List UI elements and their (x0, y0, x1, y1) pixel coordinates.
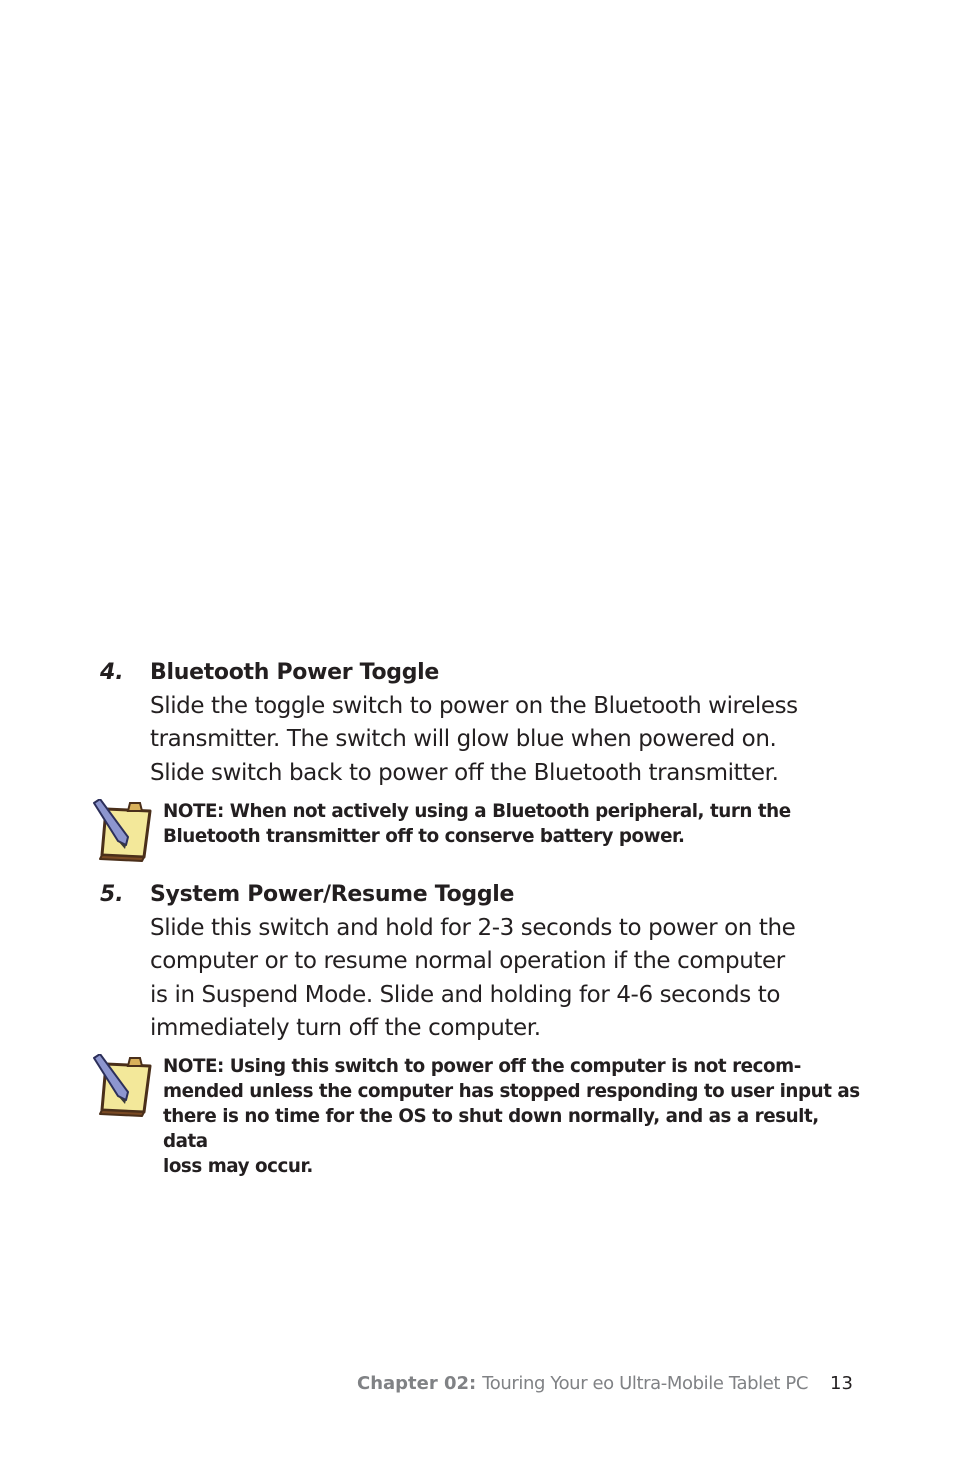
item-text-line: is in Suspend Mode. Slide and holding for 4-6 seconds to (150, 981, 781, 1008)
item-text-line: transmitter. The switch will glow blue when powered on. (150, 726, 777, 752)
item-body (150, 656, 860, 790)
note-bluetooth (92, 799, 862, 849)
note-text-line: Bluetooth transmitter off to conserve battery power. (163, 826, 685, 847)
item-number: 4. (100, 660, 124, 685)
note-text (163, 799, 862, 849)
note-text-line: NOTE: When not actively using a Bluetooth peripheral, turn the (163, 801, 791, 822)
list-item-bluetooth-power-toggle (100, 656, 860, 790)
item-text-line: immediately turn off the computer. (150, 1015, 541, 1041)
footer-chapter-label: Chapter 02: (356, 1373, 477, 1394)
page-footer (357, 1371, 808, 1397)
note-text-line: NOTE: Using this switch to power off the computer is not recom- (163, 1056, 801, 1077)
item-title: System Power/Resume Toggle (150, 882, 515, 907)
item-number: 5. (100, 882, 124, 907)
note-text-line: loss may occur. (163, 1156, 313, 1177)
note-text-line: mended unless the computer has stopped responding to user input as (163, 1081, 860, 1102)
item-text-line: Slide this switch and hold for 2-3 seconds to power on the (150, 914, 796, 941)
notepad-pen-icon (92, 799, 154, 863)
page-number: 13 (830, 1373, 853, 1394)
item-title: Bluetooth Power Toggle (150, 660, 440, 685)
note-text (163, 1054, 862, 1179)
note-text-line: there is no time for the OS to shut down normally, and as a result, data (163, 1106, 819, 1152)
item-text-line: Slide the toggle switch to power on the Bluetooth wireless (150, 692, 798, 719)
notepad-pen-icon (92, 1054, 154, 1118)
list-item-system-power-resume-toggle (100, 878, 860, 1046)
item-text-line: Slide switch back to power off the Bluetooth transmitter. (150, 759, 779, 786)
footer-chapter-title: Touring Your eo Ultra-Mobile Tablet PC (482, 1373, 808, 1394)
item-text-line: computer or to resume normal operation if the computer (150, 948, 785, 974)
note-power-off (92, 1054, 862, 1179)
item-body (150, 878, 860, 1046)
